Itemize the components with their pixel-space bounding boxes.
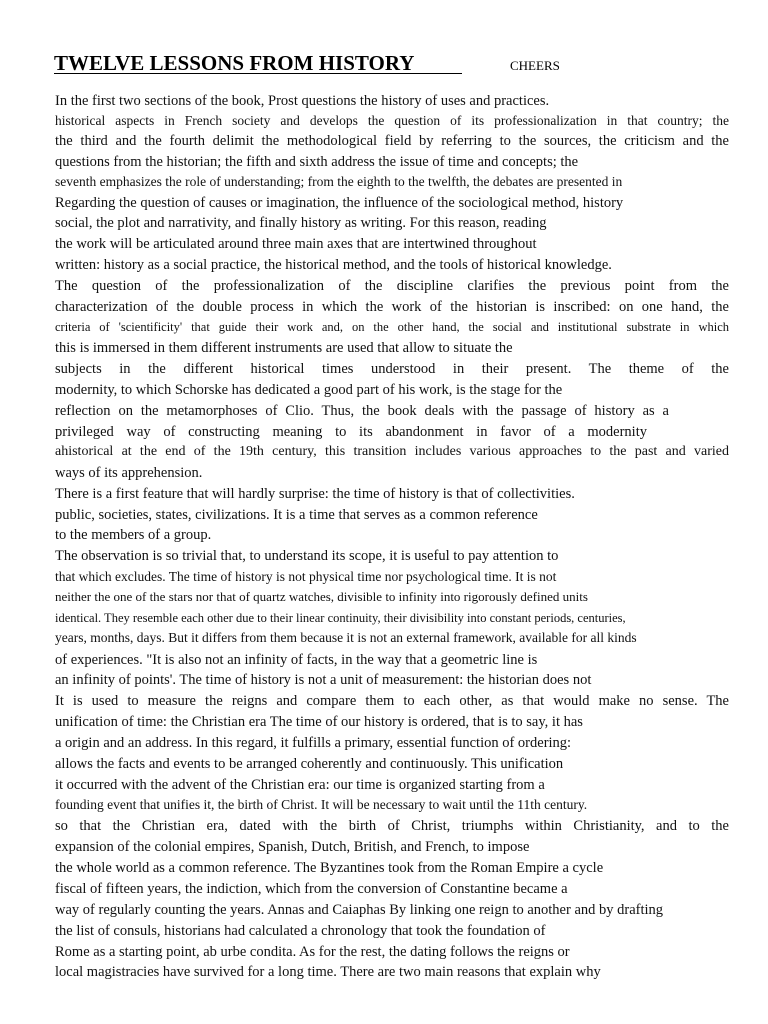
text-line: reflection on the metamorphoses of Clio. Thus, the book deals with the passage of history as a [55,403,669,419]
text-line: years, months, days. But it differs from them because it is not an external framework, available for all kinds [55,630,637,645]
text-line: the list of consuls, historians had calculated a chronology that took the foundation of [55,923,546,939]
text-line: privileged way of constructing meaning to its abandonment in favor of a modernity [55,424,647,440]
text-line: historical aspects in French society and develops the question of its professionalization in that country; the [55,113,729,128]
text-line: The observation is so trivial that, to understand its scope, it is useful to pay attention to [55,548,559,564]
text-line: fiscal of fifteen years, the indiction, which from the conversion of Constantine became a [55,881,568,897]
text-line: to the members of a group. [55,527,212,543]
text-line: In the first two sections of the book, Prost questions the history of uses and practices. [55,93,550,109]
text-line: way of regularly counting the years. Annas and Caiaphas By linking one reign to another and by drafting [55,902,664,918]
text-line: founding event that unifies it, the birth of Christ. It will be necessary to wait until the 11th century. [55,797,588,812]
text-line: Regarding the question of causes or imagination, the influence of the sociological method, history [55,195,624,211]
text-line: it occurred with the advent of the Christian era: our time is organized starting from a [55,777,545,793]
text-line: this is immersed in them different instruments are used that allow to situate the [55,340,513,356]
text-line: the third and the fourth delimit the methodological field by referring to the sources, the criticism and the [55,133,729,149]
text-line: characterization of the double process in which the work of the historian is inscribed: on one hand, the [55,299,729,315]
text-line: that which excludes. The time of history is not physical time nor psychological time. It is not [55,569,557,584]
text-line: identical. They resemble each other due to their linear continuity, their divisibility into constant periods, centuries, [55,611,626,625]
text-line: public, societies, states, civilizations. It is a time that serves as a common reference [55,507,538,523]
text-line: local magistracies have survived for a long time. There are two main reasons that explain why [55,964,601,980]
text-line: subjects in the different historical times understood in their present. The theme of the [55,361,729,377]
text-line: social, the plot and narrativity, and finally history as writing. For this reason, reading [55,215,547,231]
text-line: questions from the historian; the fifth and sixth address the issue of time and concepts; the [55,154,579,170]
title-underline [54,73,462,74]
text-line: the work will be articulated around three main axes that are intertwined throughout [55,236,537,252]
text-line: the whole world as a common reference. The Byzantines took from the Roman Empire a cycle [55,860,604,876]
text-line: ahistorical at the end of the 19th century, this transition includes various approaches to the past and varied [55,444,729,459]
text-line: The question of the professionalization of the discipline clarifies the previous point from the [55,278,729,294]
text-line: an infinity of points'. The time of history is not a unit of measurement: the historian does not [55,672,592,688]
text-line: expansion of the colonial empires, Spanish, Dutch, British, and French, to impose [55,839,530,855]
text-line: unification of time: the Christian era The time of our history is ordered, that is to say, it has [55,714,583,730]
text-line: modernity, to which Schorske has dedicated a good part of his work, is the stage for the [55,382,563,398]
document-title: TWELVE LESSONS FROM HISTORY [54,51,415,75]
text-line: a origin and an address. In this regard, it fulfills a primary, essential function of ordering: [55,735,572,751]
text-line: so that the Christian era, dated with the birth of Christ, triumphs within Christianity, and to the [55,818,729,834]
header-tag: CHEERS [510,58,560,73]
text-line: neither the one of the stars nor that of quartz watches, divisible to infinity into rigorously defined units [55,589,588,604]
text-line: There is a first feature that will hardly surprise: the time of history is that of collectivities. [55,486,575,502]
text-line: seventh emphasizes the role of understanding; from the eighth to the twelfth, the debates are presented in [55,174,623,189]
text-line: ways of its apprehension. [55,465,203,481]
text-line: of experiences. "It is also not an infinity of facts, in the way that a geometric line is [55,652,538,668]
text-line: allows the facts and events to be arranged coherently and continuously. This unification [55,756,564,772]
text-line: written: history as a social practice, the historical method, and the tools of historical knowledge. [55,257,612,273]
text-line: criteria of 'scientificity' that guide their work and, on the other hand, the social and institutional substrate in which [55,320,729,334]
text-line: It is used to measure the reigns and compare them to each other, as that would make no sense. The [55,693,729,709]
text-line: Rome as a starting point, ab urbe condita. As for the rest, the dating follows the reigns or [55,944,570,960]
